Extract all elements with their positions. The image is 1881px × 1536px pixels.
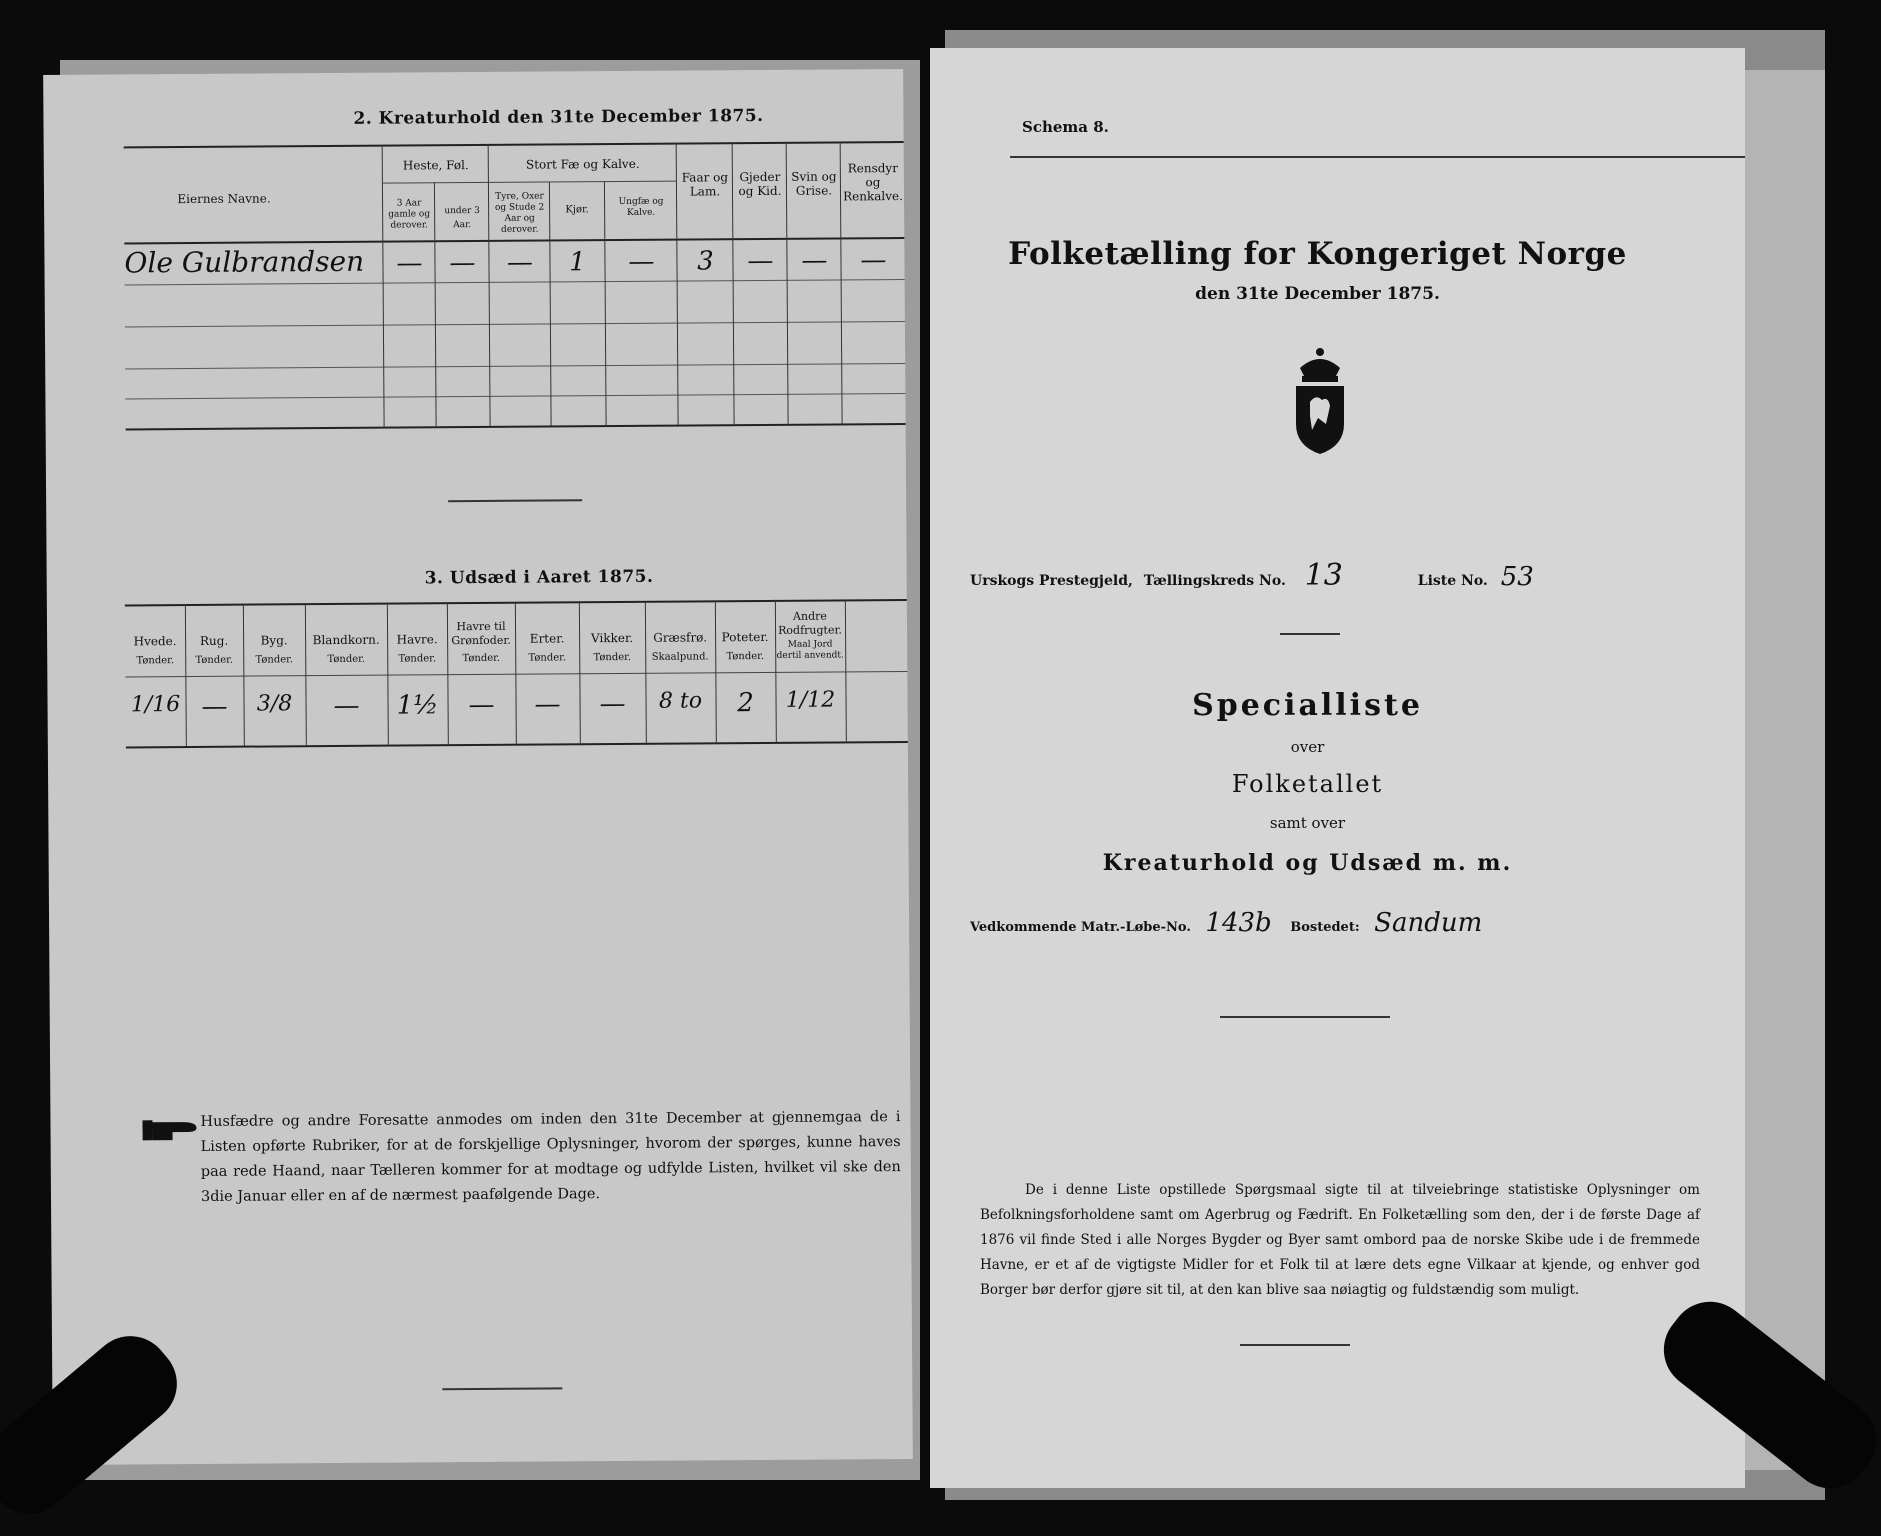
specialliste-title: Specialliste [1192, 688, 1423, 723]
udsaed-unit: Tønder. [136, 655, 175, 667]
header-svin: Svin og Grise. [791, 169, 837, 198]
section2-title: 2. Kreaturhold den 31te December 1875. [353, 105, 764, 129]
header-fae-sub3: Ungfæ og Kalve. [618, 196, 664, 218]
udsaed-header-poteter: Poteter. [721, 629, 769, 645]
district-label: Tællingskreds No. [1143, 573, 1286, 589]
divider-rule [1280, 633, 1340, 635]
matr-line [970, 908, 1730, 938]
udsaed-value: — [599, 688, 626, 720]
matr-value: 143b [1205, 908, 1272, 938]
folketallet-title: Folketallet [1231, 770, 1384, 798]
top-rule [1010, 156, 1745, 158]
udsaed-unit: Tønder. [462, 652, 501, 665]
udsaed-unit: Tønder. [327, 653, 366, 666]
intro-text: De i denne Liste opstillede Spørgsmaal sigte til at tilveiebringe statistiske Oplysninger om Befolkningsforholdene samt om Agerbrug og Fædrift. En Folketælling som den, der i de første Dage af 1876 vil finde Sted i alle Norges Bygder og Byer samt ombord paa de norske Skibe ude i de fremmede Havne, er et af de vigtigste Midler for et Folk til at lære dets egne Vilkaar at kjende, og enhver god Borger bør derfor gjøre sit til, at den kan blive saa nøiagtig og fuldstændig som muligt. [980, 1182, 1700, 1298]
udsaed-unit: Tønder. [255, 654, 294, 666]
pointing-hand-icon [142, 1114, 198, 1148]
kreatur-value: — [449, 248, 476, 279]
udsaed-unit: Tønder. [398, 653, 437, 665]
udsaed-value: — [333, 690, 360, 722]
udsaed-unit: Tønder. [593, 651, 632, 664]
udsaed-header-vikker: Vikker. [590, 630, 634, 646]
header-heste: Heste, Føl. [402, 158, 469, 173]
udsaed-unit: Tønder. [726, 651, 765, 663]
back-page-edge-right-2 [1745, 70, 1825, 1470]
udsaed-header-erter: Erter. [529, 631, 565, 646]
kreatur-value: — [860, 245, 887, 276]
udsaed-header-byg: Byg. [260, 633, 288, 648]
udsaed-header-havre-gronfoder: Havre til Grønfoder. [451, 619, 511, 648]
divider-rule [1220, 1016, 1390, 1018]
header-heste-sub2: under 3 Aar. [444, 205, 480, 231]
coat-of-arms-icon [1288, 346, 1352, 460]
date-line: den 31te December 1875. [1195, 284, 1440, 304]
udsaed-header-rug: Rug. [199, 633, 229, 648]
udsaed-header-havre: Havre. [396, 632, 438, 647]
samt-over-label: samt over [1269, 814, 1346, 832]
udsaed-value: 2 [737, 688, 754, 719]
udsaed-header-hvede: Hvede. [133, 634, 177, 649]
district-line [970, 558, 1730, 593]
kreatur-value: 3 [697, 246, 714, 277]
udsaed-value: 1/16 [130, 692, 181, 718]
udsaed-unit: Maal Jord dertil anvendt. [776, 639, 844, 661]
kreatur-value: — [628, 246, 655, 277]
district-number: 13 [1304, 558, 1343, 593]
kreatur-value: — [747, 245, 774, 277]
udsaed-unit: Skaalpund. [651, 651, 709, 663]
footnote-text: Husfædre og andre Foresatte anmodes om inden den 31te December at gjennemgaa de i Listen opførte Rubriker, for at de forskjellige Oplysninger, hvorom der spørges, kunne haves paa rede Haand, naar Tælleren kommer for at modtage og udfylde Listen, hvilket vil ske den 3die Januar eller en af de nærmest paafølgende Dage. [200, 1109, 901, 1205]
kreaturhold-title: Kreaturhold og Udsæd m. m. [1102, 850, 1513, 876]
divider-rule [442, 1387, 562, 1390]
over-label: over [1290, 738, 1325, 756]
kreatur-value: — [801, 245, 828, 276]
header-fae-sub1: Tyre, Oxer og Stude 2 Aar og derover. [494, 191, 545, 235]
udsaed-unit: Tønder. [528, 652, 567, 664]
kreatur-value: 1 [569, 247, 586, 278]
udsaed-value: 8 to [658, 688, 703, 714]
header-rensdyr: Rensdyr og Renkalve. [843, 161, 903, 204]
header-fae-sub2: Kjør. [565, 204, 589, 216]
kreatur-value: — [506, 247, 534, 278]
kreatur-owner-name: Ole Gulbrandsen [124, 244, 365, 280]
parish-label: Urskogs Prestegjeld, [970, 573, 1133, 589]
udsaed-header-graesfro: Græsfrø. [653, 630, 708, 645]
matr-label: Vedkommende Matr.-Løbe-No. [970, 920, 1191, 935]
divider-rule [1240, 1344, 1350, 1346]
header-gjeder: Gjeder og Kid. [738, 169, 782, 199]
header-faar: Faar og Lam. [681, 170, 729, 199]
udsaed-value: 1/12 [785, 687, 836, 713]
header-stort-fae: Stort Fæ og Kalve. [525, 156, 640, 172]
udsaed-value: — [534, 689, 561, 720]
kreatur-value: — [396, 248, 423, 279]
udsaed-value: 1½ [396, 690, 439, 721]
section3-title: 3. Udsæd i Aaret 1875. [424, 566, 654, 589]
bosted-label: Bostedet: [1290, 920, 1360, 935]
schema-label: Schema 8. [1022, 118, 1109, 136]
udsaed-unit: Tønder. [195, 654, 234, 666]
list-number: 53 [1500, 562, 1534, 592]
udsaed-header-andre-rodfrugter: Andre Rodfrugter. [778, 609, 843, 637]
bosted-value: Sandum [1374, 908, 1483, 938]
main-title: Folketælling for Kongeriget Norge [1008, 236, 1627, 272]
udsaed-value: — [468, 689, 495, 721]
udsaed-header-blandkorn: Blandkorn. [312, 632, 380, 648]
list-label: Liste No. [1417, 573, 1488, 589]
header-heste-sub1: 3 Aar gamle og derover. [388, 198, 431, 231]
udsaed-value: 3/8 [256, 691, 293, 717]
header-owner: Eiernes Navne. [177, 191, 271, 207]
udsaed-value: — [201, 691, 228, 722]
right-page [930, 48, 1745, 1488]
divider-rule [448, 499, 582, 502]
left-page [43, 69, 913, 1465]
